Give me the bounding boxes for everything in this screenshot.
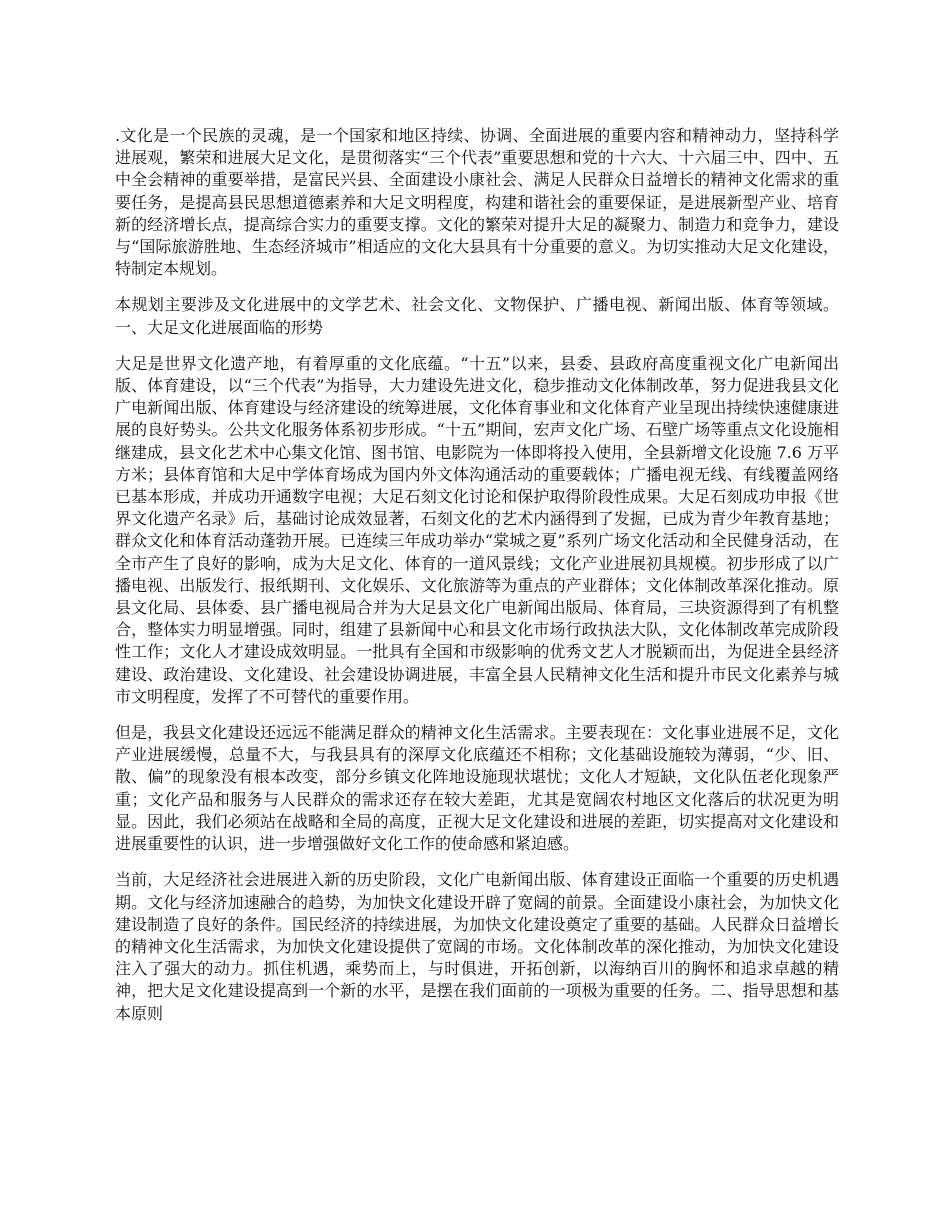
paragraph-intro: .文化是一个民族的灵魂，是一个国家和地区持续、协调、全面进展的重要内容和精神动力，坚持科学进展观，繁荣和进展大足文化，是贯彻落实“三个代表”重要思想和党的十六大、十六届三中、四中、五中全会精神的重要举措，是富民兴县、全面建设小康社会、满足人民群众日益增长的精神文化需求的重要任务，是提高县民思想道德素养和大足文明程度，构建和谐社会的重要保证，是进展新型产业、培育新的经济增长点，提高综合实力的重要支撑。文化的繁荣对提升大足的凝聚力、制造力和竞争力，建设与“国际旅游胜地、生态经济城市”相适应的文化大县具有十分重要的意义。为切实推动大足文化建设，特制定本规划。 xyxy=(115,126,839,279)
paragraph-problems: 但是，我县文化建设还远远不能满足群众的精神文化生活需求。主要表现在：文化事业进展不足，文化产业进展缓慢，总量不大，与我县具有的深厚文化底蕴还不相称；文化基础设施较为薄弱，“少、旧、散、偏”的现象没有根本改变，部分乡镇文化阵地设施现状堪忧；文化人才短缺，文化队伍老化现象严重；文化产品和服务与人民群众的需求还存在较大差距，尤其是宽阔农村地区文化落后的状况更为明显。因此，我们必须站在战略和全局的高度，正视大足文化建设和进展的差距，切实提高对文化建设和进展重要性的认识，进一步增强做好文化工作的使命感和紧迫感。 xyxy=(115,723,839,854)
paragraph-scope: 本规划主要涉及文化进展中的文学艺术、社会文化、文物保护、广播电视、新闻出版、体育等领域。一、大足文化进展面临的形势 xyxy=(115,295,839,337)
paragraph-opportunity: 当前，大足经济社会进展进入新的历史阶段，文化广电新闻出版、体育建设正面临一个重要的历史机遇期。文化与经济加速融合的趋势，为加快文化建设开辟了宽阔的前景。全面建设小康社会，为加快文化建设制造了良好的条件。国民经济的持续进展，为加快文化建设奠定了重要的基础。人民群众日益增长的精神文化生活需求，为加快文化建设提供了宽阔的市场。文化体制改革的深化推动，为加快文化建设注入了强大的动力。抓住机遇，乘势而上，与时俱进，开拓创新，以海纳百川的胸怀和追求卓越的精神，把大足文化建设提高到一个新的水平，是摆在我们面前的一项极为重要的任务。二、指导思想和基本原则 xyxy=(115,870,839,1023)
paragraph-situation: 大足是世界文化遗产地，有着厚重的文化底蕴。“十五”以来，县委、县政府高度重视文化广电新闻出版、体育建设，以“三个代表”为指导，大力建设先进文化，稳步推动文化体制改革，努力促进我县文化广电新闻出版、体育建设与经济建设的统筹进展，文化体育事业和文化体育产业呈现出持续快速健康进展的良好势头。公共文化服务体系初步形成。“十五”期间，宏声文化广场、石壁广场等重点文化设施相继建成，县文化艺术中心集文化馆、图书馆、电影院为一体即将投入使用，全县新增文化设施 7.6 万平方米；县体育馆和大足中学体育场成为国内外文体沟通活动的重要载体；广播电视无线、有线覆盖网络已基本形成，并成功开通数字电视；大足石刻文化讨论和保护取得阶段性成果。大足石刻成功申报《世界文化遗产名录》后，基础讨论成效显著，石刻文化的艺术内涵得到了发掘，已成为青少年教育基地；群众文化和体育活动蓬勃开展。已连续三年成功举办“棠城之夏”系列广场文化活动和全民健身活动，在全市产生了良好的影响，成为大足文化、体育的一道风景线；文化产业进展初具规模。初步形成了以广播电视、出版发行、报纸期刊、文化娱乐、文化旅游等为重点的产业群体；文化体制改革深化推动。原县文化局、县体委、县广播电视局合并为大足县文化广电新闻出版局、体育局，三块资源得到了有机整合，整体实力明显增强。同时，组建了县新闻中心和县文化市场行政执法大队，文化体制改革完成阶段性工作；文化人才建设成效明显。一批具有全国和市级影响的优秀文艺人才脱颖而出，为促进全县经济建设、政治建设、文化建设、社会建设协调进展，丰富全县人民精神文化生活和提升市民文化素养与城市文明程度，发挥了不可替代的重要作用。 xyxy=(115,353,839,706)
document-body xyxy=(115,125,839,1039)
